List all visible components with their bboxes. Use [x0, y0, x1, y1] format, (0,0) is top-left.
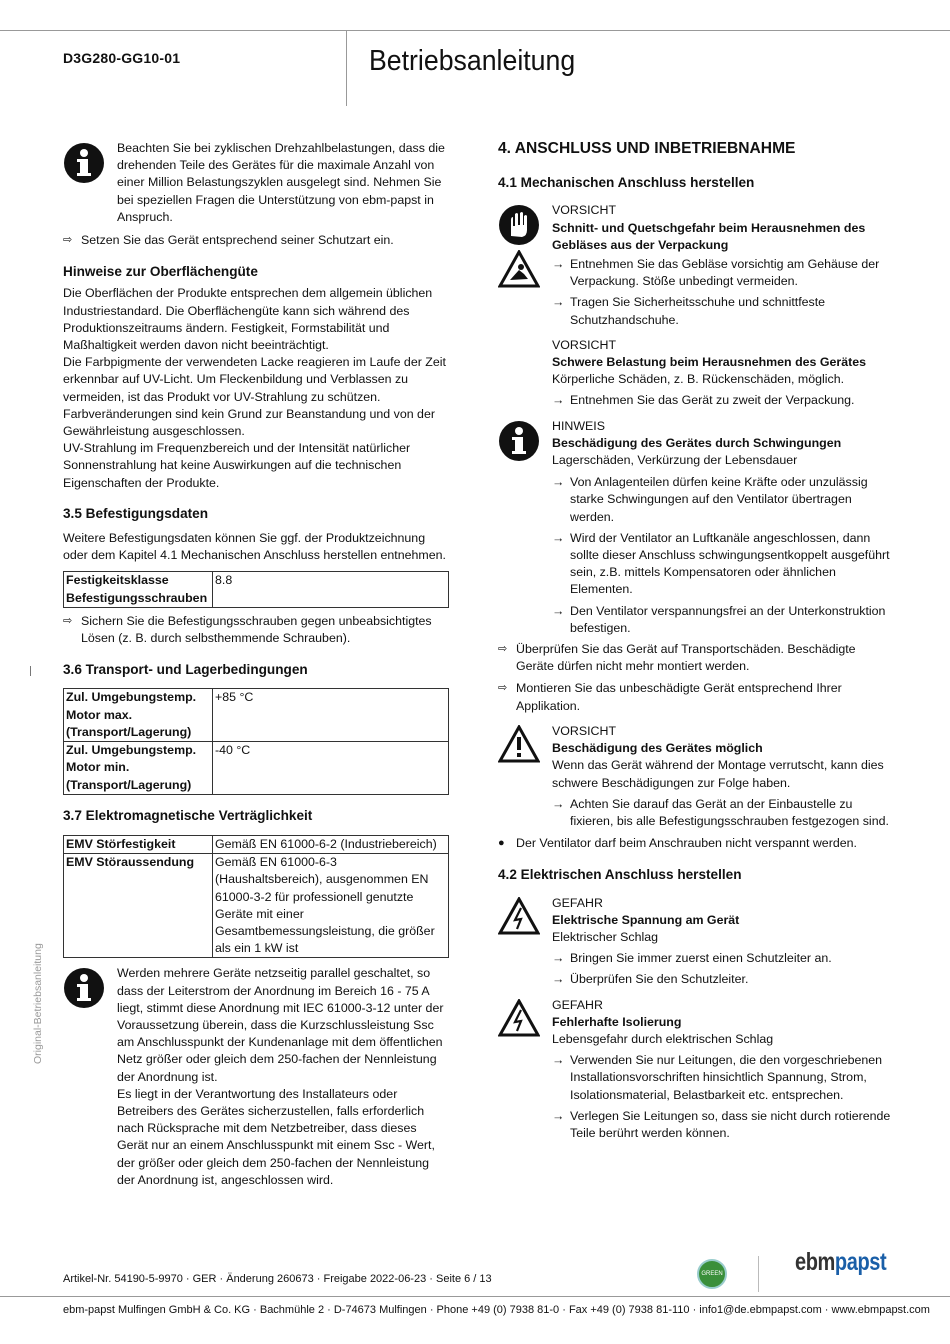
danger-item-text: Überprüfen Sie den Schutzleiter.: [570, 972, 749, 987]
margin-tick: [30, 666, 31, 676]
footer-article-line: Artikel-Nr. 54190-5-9970 · GER · Änderung 260673 · Freigabe 2022-06-23 · Seite 6 / 13: [63, 1273, 492, 1285]
notice-block: [498, 418, 892, 470]
table-value: Gemäß EN 61000-6-3 (Haushaltsbereich), ausgenommen EN 61000-3-2 für professionell genutzte Geräte mit einer Gesamtbemessungsleistung, die größer als ein 1 kW ist: [213, 854, 449, 958]
step-text: Montieren Sie das unbeschädigte Gerät entsprechend Ihrer Applikation.: [516, 681, 842, 713]
table-value: 8.8: [213, 572, 449, 607]
notice-label: HINWEIS: [552, 418, 606, 433]
info-icon: [63, 967, 105, 1014]
table-row: [64, 835, 449, 853]
table-key: Zul. Umgebungstemp. Motor max. (Transport/Lagerung): [64, 689, 213, 742]
warning-text: Körperliche Schäden, z. B. Rückenschäden, möglich.: [552, 372, 845, 387]
danger-title: Fehlerhafte Isolierung: [552, 1014, 682, 1029]
arrow-icon: →: [552, 1108, 565, 1123]
step-text: Setzen Sie das Gerät entsprechend seiner Schutzart ein.: [81, 233, 394, 248]
step-item: [63, 613, 449, 647]
page-title: Betriebsanleitung: [369, 45, 576, 77]
danger-text: Elektrischer Schlag: [552, 929, 659, 944]
info-note: [63, 140, 449, 226]
warning-item: [498, 392, 892, 409]
fastening-table: [63, 571, 449, 607]
warning-text: Wenn das Gerät während der Montage verrutscht, kann dies schwere Beschädigungen zur Folge haben.: [552, 758, 884, 790]
notice-item: [498, 474, 892, 526]
table-row: [64, 689, 449, 742]
table-key: EMV Störfestigkeit: [64, 835, 213, 853]
warning-label: VORSICHT: [552, 337, 617, 352]
warning-item: [498, 256, 892, 290]
surface-paragraph-3: UV-Strahlung im Frequenzbereich und der Intensität natürlicher Sonnenstrahlung hat keine Auswirkungen auf die technischen Eigenschaften der Produkte.: [63, 441, 411, 490]
arrow-icon: →: [552, 1053, 565, 1068]
warning-item-text: Entnehmen Sie das Gebläse vorsichtig am Gehäuse der Verpackung. Stöße unbedingt vermeiden.: [570, 257, 880, 289]
table-key: Zul. Umgebungstemp. Motor min. (Transport/Lagerung): [64, 742, 213, 795]
warning-triangle-icon: [498, 725, 540, 768]
table-row: [64, 572, 449, 607]
info-note: [63, 965, 449, 1189]
document-id: D3G280-GG10-01: [63, 50, 181, 66]
step-arrow-icon: ⇨: [498, 643, 508, 656]
surface-paragraph-1: Die Oberflächen der Produkte entsprechen dem allgemein üblichen Industriestandard. Die Oberflächengüte kann sich während des Produktionszeitraums ändern. Festigkeit, Formstabilität und Maßhaltigkeit werden davon nicht beeinträchtigt.: [63, 286, 433, 353]
step-item: [498, 680, 892, 714]
danger-item: [498, 950, 892, 967]
warning-label: VORSICHT: [552, 203, 617, 218]
warning-block: [498, 202, 892, 254]
info-text: Beachten Sie bei zyklischen Drehzahlbelastungen, dass die drehenden Teile des Gerätes für die maximale Anzahl von einer Million Belastungszyklen ausgelegt sind. Nehmen Sie bei speziellen Fragen die Unterstützung von ebm-papst in Anspruch.: [117, 141, 445, 224]
green-tech-badge: GREEN TECH: [697, 1259, 727, 1289]
surface-heading: Hinweise zur Oberflächengüte: [63, 264, 258, 280]
table-key: Festigkeitsklasse Befestigungsschrauben: [64, 572, 213, 607]
step-item: [63, 232, 449, 249]
left-column: [63, 140, 449, 1189]
table-value: Gemäß EN 61000-6-2 (Industriebereich): [213, 835, 449, 853]
danger-item: [498, 971, 892, 988]
arrow-icon: →: [552, 257, 565, 272]
section-3-6-heading: 3.6 Transport- und Lagerbedingungen: [63, 662, 308, 678]
section-3-5-text: Weitere Befestigungsdaten können Sie ggf. der Produktzeichnung oder dem Kapitel 4.1 Mechanischen Anschluss herstellen entnehmen.: [63, 531, 446, 563]
header-rule: [0, 30, 950, 31]
footer-rule: [0, 1296, 950, 1297]
arrow-icon: →: [552, 603, 565, 618]
danger-item: [498, 1108, 892, 1142]
logo-text-papst: papst: [834, 1248, 887, 1276]
warning-title: Schnitt- und Quetschgefahr beim Herausnehmen des Gebläses aus der Verpackung: [552, 220, 866, 252]
header-divider: [346, 30, 347, 106]
company-logo: [795, 1248, 887, 1276]
logo-text-ebm: ebm: [795, 1248, 835, 1276]
warning-label: VORSICHT: [552, 723, 617, 738]
step-text: Sichern Sie die Befestigungsschrauben gegen unbeabsichtigtes Lösen (z. B. durch selbsthemmende Schrauben).: [81, 613, 432, 646]
arrow-icon: →: [552, 530, 565, 545]
table-row: [64, 742, 449, 795]
step-arrow-icon: ⇨: [63, 614, 73, 627]
table-row: [64, 854, 449, 958]
warning-item: [498, 294, 892, 328]
section-3-7-heading: 3.7 Elektromagnetische Verträglichkeit: [63, 807, 313, 823]
notice-title: Beschädigung des Gerätes durch Schwingungen: [552, 435, 842, 450]
info-icon: [498, 420, 540, 467]
chapter-4-heading: 4. ANSCHLUSS UND INBETRIEBNAHME: [498, 140, 796, 157]
right-column: [498, 140, 892, 1142]
danger-block: [498, 895, 892, 947]
warning-item: [498, 796, 892, 830]
transport-table: [63, 688, 449, 794]
danger-text: Lebensgefahr durch elektrischen Schlag: [552, 1031, 774, 1046]
warning-title: Schwere Belastung beim Herausnehmen des Gerätes: [552, 355, 867, 370]
section-3-5-heading: 3.5 Befestigungsdaten: [63, 505, 209, 521]
info-icon: [63, 142, 105, 189]
section-4-2-heading: 4.2 Elektrischen Anschluss herstellen: [498, 867, 742, 883]
notice-item: [498, 603, 892, 637]
step-arrow-icon: ⇨: [498, 682, 508, 695]
bullet-icon: ●: [498, 837, 505, 850]
warning-item-text: Entnehmen Sie das Gerät zu zweit der Verpackung.: [570, 393, 855, 408]
danger-label: GEFAHR: [552, 895, 603, 910]
surface-paragraph-2: Die Farbpigmente der verwendeten Lacke reagieren im Laufe der Zeit erkennbar auf UV-Licht. Um Fleckenbildung und Verblassen zu vermeiden, ist das Produkt vor UV-Strahlung zu schützen. Farbveränderungen sind kein Grund zur Beanstandung und von der Gewährleistung ausgeschlossen.: [63, 355, 446, 439]
danger-label: GEFAHR: [552, 997, 603, 1012]
warning-block: [498, 337, 892, 389]
warning-item-text: Tragen Sie Sicherheitsschuhe und schnittfeste Schutzhandschuhe.: [570, 295, 826, 327]
step-item: [498, 641, 892, 675]
electric-hazard-icon: [498, 999, 540, 1042]
danger-item-text: Verwenden Sie nur Leitungen, die den vorgeschriebenen Installationsvorschriften hinsichtlich Spannung, Strom, Isolationsmaterial, Belastbarkeit etc. entsprechen.: [570, 1053, 883, 1102]
emc-table: [63, 835, 449, 958]
danger-block: [498, 997, 892, 1049]
danger-item-text: Bringen Sie immer zuerst einen Schutzleiter an.: [570, 951, 832, 966]
arrow-icon: →: [552, 295, 565, 310]
table-value: +85 °C: [213, 689, 449, 742]
notice-item-text: Den Ventilator verspannungsfrei an der Unterkonstruktion befestigen.: [570, 603, 886, 635]
info-text: Werden mehrere Geräte netzseitig parallel geschaltet, so dass der Leiterstrom der Anordnung im Bereich 16 - 75 A liegt, stimmt diese Anordnung mit IEC 61000-3-12 unter der Voraussetzung überein, dass die Kurzschlussleistung Ssc am Anschlusspunkt der Kundenanlage mit dem öffentlichen Netz größer oder gleich dem 250-fachen der Nennleistung der Anordnung ist.: [117, 966, 444, 1084]
notice-item: [498, 530, 892, 599]
warning-title: Beschädigung des Gerätes möglich: [552, 741, 763, 756]
footer-address-line: ebm-papst Mulfingen GmbH & Co. KG · Bachmühle 2 · D-74673 Mulfingen · Phone +49 (0) 7938 81-0 · Fax +49 (0) 7938 81-110 · info1@de.ebmpapst.com · www.ebmpapst.com: [63, 1304, 930, 1316]
danger-item: [498, 1052, 892, 1104]
step-arrow-icon: ⇨: [63, 234, 73, 247]
warning-block: [498, 723, 892, 792]
arrow-icon: →: [552, 972, 565, 987]
side-label: Original-Betriebsanleitung: [32, 943, 44, 1064]
electric-hazard-icon: [498, 897, 540, 940]
notice-item-text: Von Anlagenteilen dürfen keine Kräfte oder unzulässig starke Schwingungen auf den Ventilator übertragen werden.: [570, 475, 868, 524]
danger-title: Elektrische Spannung am Gerät: [552, 912, 740, 927]
table-value: -40 °C: [213, 742, 449, 795]
notice-text: Lagerschäden, Verkürzung der Lebensdauer: [552, 453, 798, 468]
arrow-icon: →: [552, 393, 565, 408]
info-text: Es liegt in der Verantwortung des Installateurs oder Betreibers des Gerätes sicherzustellen, falls erforderlich nach Rücksprache mit dem Netzbetreiber, dass dieses Gerät nur an einem Anschlusspunkt mit einem Ssc - Wert, der größer oder gleich dem 250-fachen der Nennleistung der Anordnung ist, angeschlossen wird.: [117, 1086, 435, 1187]
notice-item-text: Wird der Ventilator an Luftkanäle angeschlossen, dann sollte dieser Anschluss schwingungsentkoppelt ausgeführt sein, z.B. mittels Kompensatoren oder ähnlichen Elementen.: [570, 530, 890, 597]
arrow-icon: →: [552, 951, 565, 966]
danger-item-text: Verlegen Sie Leitungen so, dass sie nicht durch rotierende Teile berührt werden können.: [570, 1108, 891, 1140]
arrow-icon: →: [552, 475, 565, 490]
section-4-1-heading: 4.1 Mechanischen Anschluss herstellen: [498, 175, 755, 191]
step-text: Überprüfen Sie das Gerät auf Transportschäden. Beschädigte Geräte dürfen nicht mehr montiert werden.: [516, 642, 856, 674]
footer-divider: [758, 1256, 759, 1292]
bullet-text: Der Ventilator darf beim Anschrauben nicht verspannt werden.: [516, 836, 857, 851]
gloves-icon: [498, 204, 540, 251]
arrow-icon: →: [552, 796, 565, 811]
bullet-item: [498, 835, 892, 852]
warning-item-text: Achten Sie darauf das Gerät an der Einbaustelle zu fixieren, bis alle Befestigungsschrauben festgezogen sind.: [570, 796, 889, 828]
table-key: EMV Störaussendung: [64, 854, 213, 958]
